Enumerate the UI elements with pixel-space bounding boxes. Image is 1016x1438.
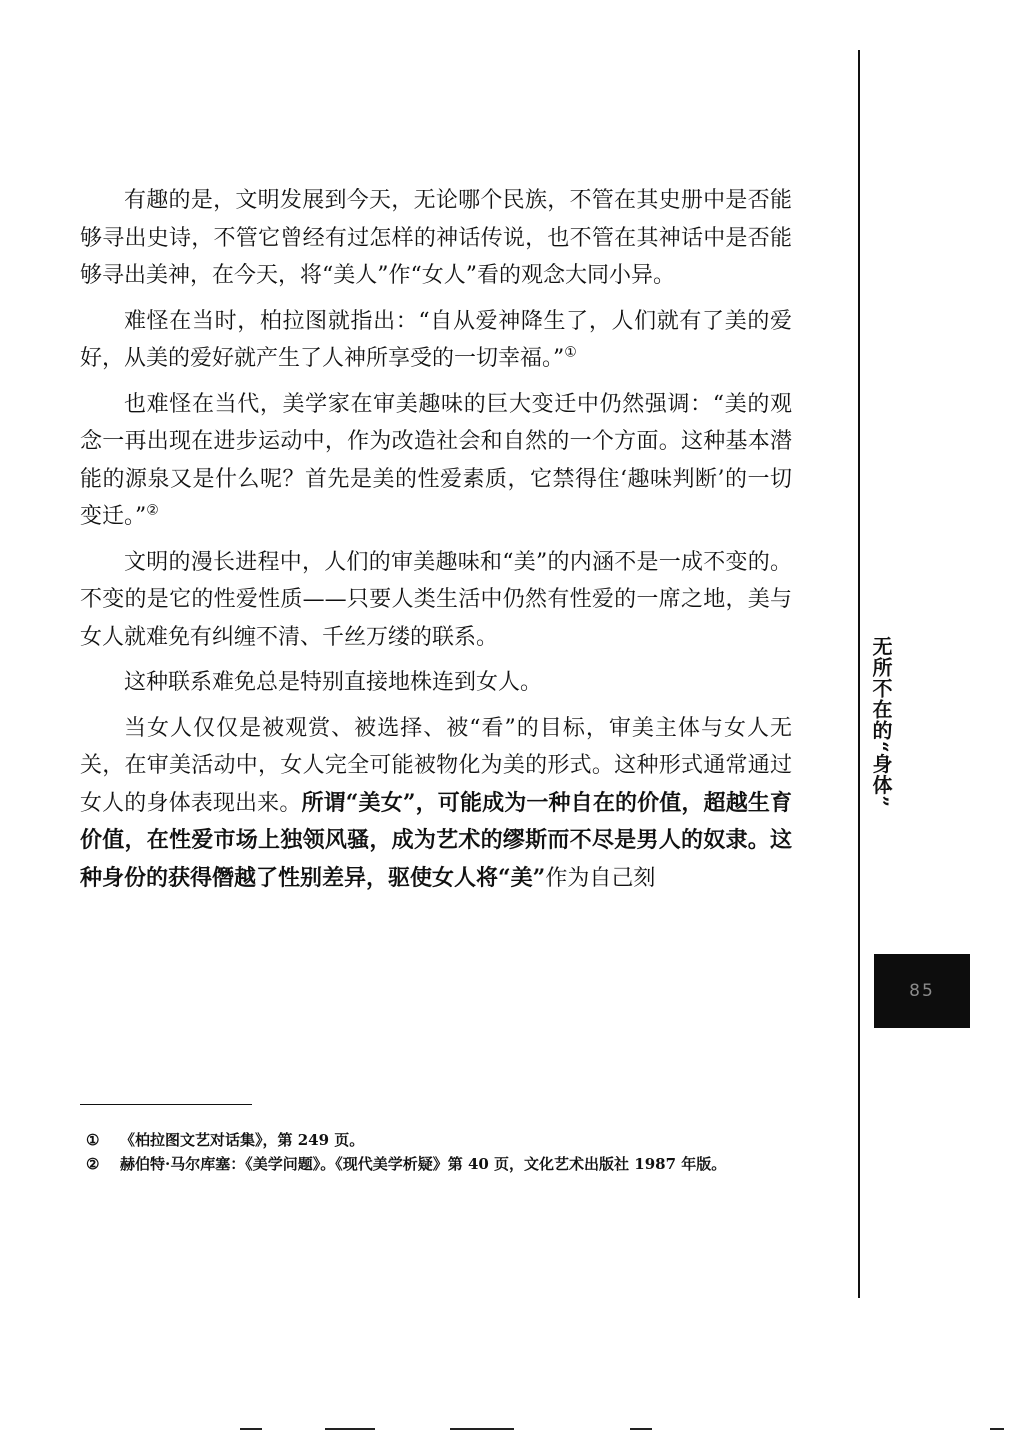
margin-rule (858, 50, 860, 1298)
paragraph-1-text: 有趣的是，文明发展到今天，无论哪个民族，不管在其史册中是否能够寻出史诗，不管它曾经有过怎样的神话传说，也不管在其神话中是否能够寻出美神，在今天，将“美人”作“女人”看的观念大同小异。 (80, 188, 792, 288)
footnote-2-mark: ② (86, 1155, 100, 1173)
paragraph-6 (80, 710, 792, 898)
paragraph-2-text: 难怪在当时，柏拉图就指出：“自从爱神降生了，人们就有了美的爱好，从美的爱好就产生了人神所享受的一切幸福。” (80, 308, 792, 371)
paragraph-2 (80, 303, 792, 378)
footnote-ref-2: ② (146, 502, 159, 519)
paragraph-4-text: 文明的漫长进程中，人们的审美趣味和“美”的内涵不是一成不变的。不变的是它的性爱性质——只要人类生活中仍然有性爱的一席之地，美与女人就难免有纠缠不清、千丝万缕的联系。 (80, 549, 792, 650)
footnote-2 (80, 1152, 792, 1176)
paragraph-6-tail-text: 作为自己刻 (545, 865, 656, 891)
page-number-tab (874, 954, 970, 1028)
paragraph-3-text: 也难怪在当代，美学家在审美趣味的巨大变迁中仍然强调：“美的观念一再出现在进步运动中，作为改造社会和自然的一个方面。这种基本潜能的源泉又是什么呢？首先是美的性爱素质，它禁得住‘趣味判断’的一切变迁。” (80, 391, 792, 529)
paragraph-4 (80, 544, 792, 657)
paragraph-6-text: 当女人仅仅是被观赏、被选择、被“看”的目标，审美主体与女人无关，在审美活动中，女人完全可能被物化为美的形式。这种形式通常通过女人的身体表现出来。 (80, 715, 792, 816)
scan-artifact (630, 1428, 652, 1430)
paragraph-5 (80, 664, 792, 702)
paragraph-6-bold-text: 所谓“美女”，可能成为一种自在的价值，超越生育价值，在性爱市场上独领风骚，成为艺术的缪斯而不尽是男人的奴隶。这种身份的获得僭越了性别差异，驱使女人将“美” (80, 789, 792, 891)
scan-artifact (990, 1428, 1004, 1430)
footnote-ref-1: ① (564, 344, 577, 361)
paragraph-3 (80, 386, 792, 536)
paragraph-1 (80, 182, 792, 295)
paragraph-5-text: 这种联系难免总是特别直接地株连到女人。 (124, 670, 543, 695)
scan-artifact (325, 1428, 375, 1430)
main-text (80, 182, 792, 897)
footnotes (80, 1128, 792, 1176)
footnote-1 (80, 1128, 792, 1152)
running-head: 无所不在的“身体” (869, 636, 893, 809)
footnote-2-text: 赫伯特·马尔库塞：《美学问题》。《现代美学析疑》第 40 页，文化艺术出版社 1987 年版。 (120, 1155, 727, 1173)
footnote-1-text: 《柏拉图文艺对话集》，第 249 页。 (120, 1131, 365, 1149)
footnote-separator (80, 1104, 252, 1105)
page-number: 85 (909, 981, 935, 1001)
footnote-1-mark: ① (86, 1131, 100, 1149)
scan-artifact (240, 1428, 262, 1430)
scan-artifact (450, 1428, 514, 1430)
